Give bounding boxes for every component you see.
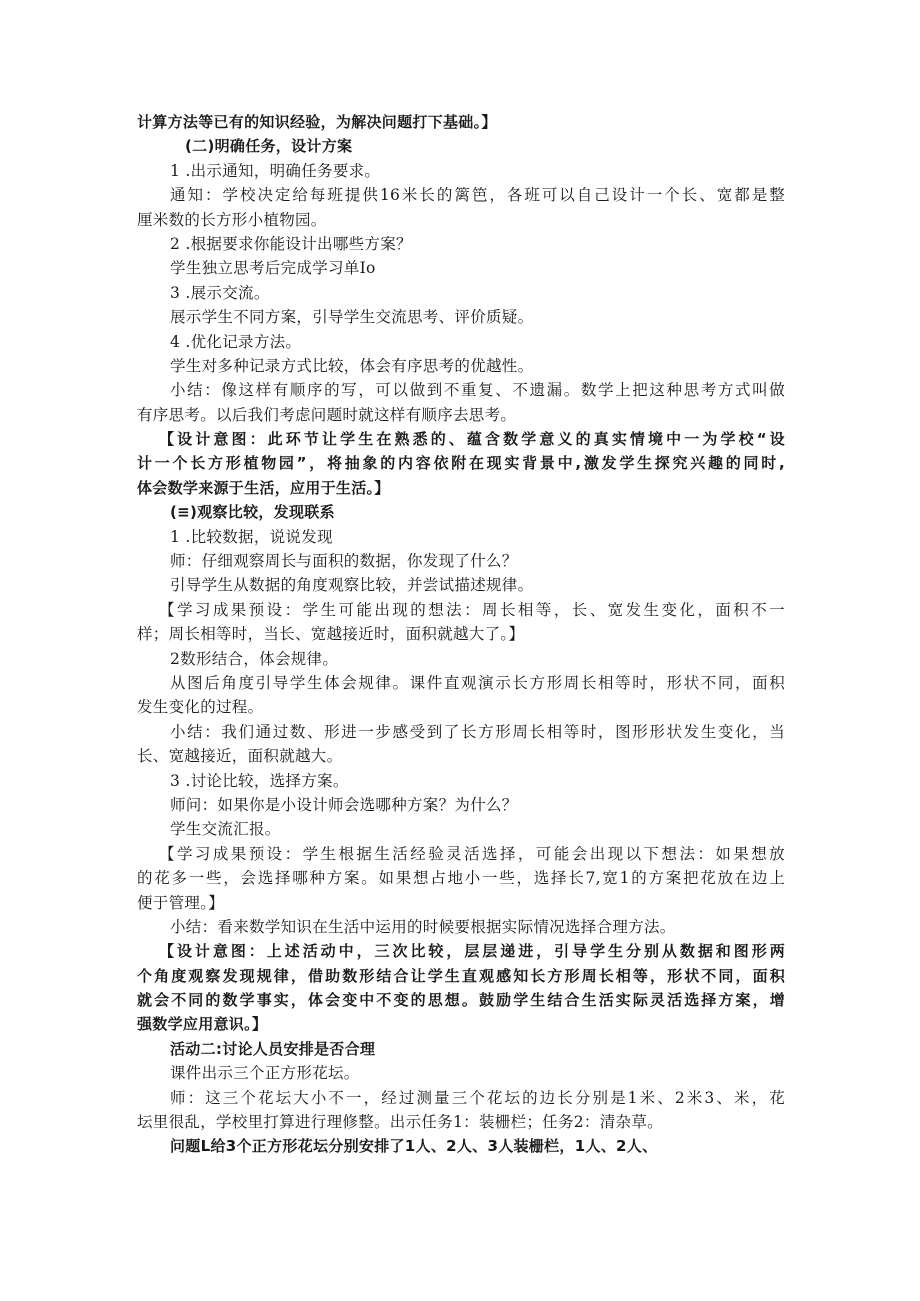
text-line: 坛里很乱，学校里打算进行理修整。出示任务1：装栅栏；任务2：清杂草。 (137, 1113, 663, 1132)
text-line: 小结：像这样有顺序的写，可以做到不重复、不遗漏。数学上把这种思考方式叫做 (170, 381, 785, 400)
text-line: 3 .讨论比较，选择方案。 (170, 771, 349, 790)
text-line: 学生交流汇报。 (170, 820, 281, 839)
text-line: 便于管理。】 (137, 893, 225, 912)
text-line: 学生对多种记录方式比较，体会有序思考的优越性。 (170, 356, 534, 375)
text-line: 2 .根据要求你能设计出哪些方案？ (170, 234, 412, 253)
text-line: 课件出示三个正方形花坛。 (170, 1064, 360, 1083)
bold-text-line: 就会不同的数学事实，体会变中不变的思想。鼓励学生结合生活实际灵活选择方案，增 (137, 991, 785, 1010)
document-body (137, 110, 785, 1159)
text-line: 引导学生从数据的角度观察比较，并尝试描述规律。 (170, 576, 534, 595)
text-line: 样；周长相等时，当长、宽越接近时，面积就越大了。】 (137, 625, 525, 644)
text-line: 展示学生不同方案，引导学生交流思考、评价质疑。 (170, 308, 534, 327)
text-line: 2数形结合，体会规律。 (170, 649, 339, 668)
bold-text-line: 【设计意图：此环节让学生在熟悉的、蕴含数学意义的真实情境中一为学校“设 (159, 430, 785, 449)
bold-text-line: 【设计意图：上述活动中，三次比较，层层递进，引导学生分别从数据和图形两 (159, 942, 785, 961)
text-line: 有序思考。以后我们考虑问题时就这样有顺序去思考。 (137, 405, 517, 424)
text-line: 1 .出示通知，明确任务要求。 (170, 161, 381, 180)
bold-text-line: 强数学应用意识。】 (137, 1015, 268, 1034)
text-line: 从图后角度引导学生体会规律。课件直观演示长方形周长相等时，形状不同，面积 (170, 673, 785, 692)
text-line: 师问：如果你是小设计师会选哪种方案？为什么？ (170, 795, 518, 814)
text-line: 发生变化的过程。 (137, 698, 264, 717)
bold-text-line: 问题L给3个正方形花坛分别安排了1人、2人、3人装栅栏，1人、2人、 (170, 1137, 658, 1156)
bold-text-line: 计一个长方形植物园”，将抽象的内容依附在现实背景中,激发学生探究兴趣的同时, (137, 454, 785, 473)
text-line: 师：这三个花坛大小不一，经过测量三个花坛的边长分别是1米、2米3、米，花 (170, 1088, 785, 1107)
text-line: 1 .比较数据，说说发现 (170, 527, 333, 546)
text-line: 通知：学校决定给每班提供16米长的篱笆，各班可以自己设计一个长、宽都是整 (170, 186, 785, 205)
text-line: 4 .优化记录方法。 (170, 332, 302, 351)
bold-text-line: (二)明确任务，设计方案 (185, 137, 353, 156)
text-line: 小结：我们通过数、形进一步感受到了长方形周长相等时，图形形状发生变化，当 (170, 722, 785, 741)
bold-text-line: 体会数学来源于生活，应用于生活。】 (137, 478, 390, 497)
text-line: 厘米数的长方形小植物园。 (137, 210, 327, 229)
bold-text-line: 个角度观察发现规律，借助数形结合让学生直观感知长方形周长相等，形状不同，面积 (137, 966, 785, 985)
text-line: 【学习成果预设：学生根据生活经验灵活选择，可能会出现以下想法：如果想放 (159, 844, 785, 863)
bold-text-line: 计算方法等已有的知识经验，为解决问题打下基础。】 (137, 113, 497, 131)
text-line: 学生独立思考后完成学习单Io (170, 259, 376, 278)
bold-text-line: (≡)观察比较，发现联系 (170, 503, 335, 522)
text-line: 长、宽越接近，面积就越大。 (137, 747, 343, 766)
bold-text-line: 活动二:讨论人员安排是否合理 (170, 1039, 376, 1058)
text-line: 3 .展示交流。 (170, 283, 270, 302)
text-line: 小结：看来数学知识在生活中运用的时候要根据实际情况选择合理方法。 (170, 917, 676, 936)
text-line: 的花多一些，会选择哪种方案。如果想占地小一些，选择长7,宽1的方案把花放在边上 (137, 869, 785, 888)
text-line: 【学习成果预设：学生可能出现的想法：周长相等，长、宽发生变化，面积不一 (159, 600, 785, 619)
text-line: 师：仔细观察周长与面积的数据，你发现了什么？ (170, 552, 518, 571)
